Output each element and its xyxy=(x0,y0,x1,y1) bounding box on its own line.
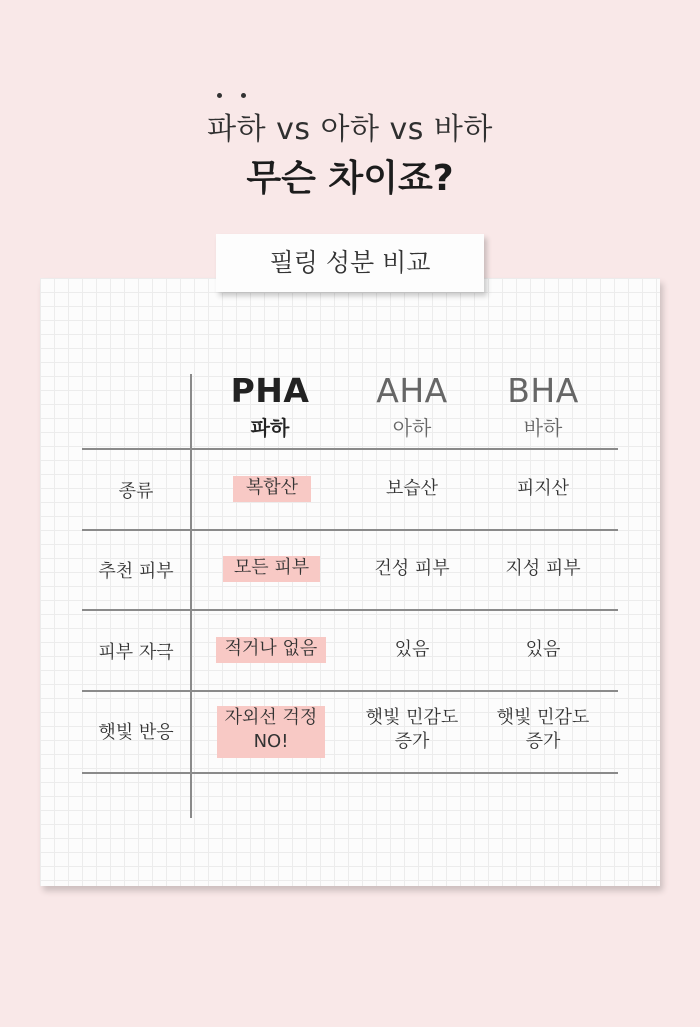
table-cell xyxy=(347,706,477,754)
column-header-ko: 바하 xyxy=(523,416,563,440)
row-label-irritation: 피부 자극 xyxy=(98,642,174,663)
table-divider xyxy=(82,772,618,774)
cell-line: 햇빛 민감도 xyxy=(496,707,590,728)
subtitle: 파하 vs 아하 vs 바하 xyxy=(207,112,493,147)
row-label-skin: 추천 피부 xyxy=(98,561,174,582)
table-cell: 피지산 xyxy=(516,478,570,499)
table-vertical-divider xyxy=(190,374,192,818)
column-header-en: PHA xyxy=(230,371,310,410)
cell-line: 자외선 걱정 xyxy=(224,707,318,728)
row-label-type: 종류 xyxy=(118,481,154,502)
headline xyxy=(0,0,700,230)
emphasis-dots xyxy=(214,93,254,101)
table-divider xyxy=(82,529,618,531)
table-divider xyxy=(82,448,618,450)
column-header-ko: 파하 xyxy=(250,416,290,440)
column-header-bha xyxy=(478,373,608,441)
table-divider xyxy=(82,609,618,611)
column-header-en: BHA xyxy=(507,371,579,410)
highlight-cell: 모든 피부 xyxy=(223,556,320,582)
table-cell: 보습산 xyxy=(385,478,439,499)
column-header-pha xyxy=(205,373,335,441)
section-tag: 필링 성분 비교 xyxy=(216,234,484,292)
column-header-ko: 아하 xyxy=(392,416,432,440)
highlight-cell: 복합산 xyxy=(233,476,311,502)
cell-line: NO! xyxy=(253,731,289,752)
row-label-sun: 햇빛 반응 xyxy=(98,722,174,743)
column-header-en: AHA xyxy=(376,371,448,410)
page-title: 무슨 차이죠? xyxy=(246,158,454,199)
table-cell xyxy=(478,706,608,754)
column-header-aha xyxy=(347,373,477,441)
cell-line: 햇빛 민감도 xyxy=(365,707,459,728)
highlight-cell xyxy=(217,706,325,758)
cell-line: 증가 xyxy=(394,731,430,752)
highlight-cell: 적거나 없음 xyxy=(216,637,326,663)
table-cell: 있음 xyxy=(394,639,430,660)
table-cell: 있음 xyxy=(525,639,561,660)
table-divider xyxy=(82,690,618,692)
table-cell: 건성 피부 xyxy=(374,558,450,579)
table-cell: 지성 피부 xyxy=(505,558,581,579)
cell-line: 증가 xyxy=(525,731,561,752)
